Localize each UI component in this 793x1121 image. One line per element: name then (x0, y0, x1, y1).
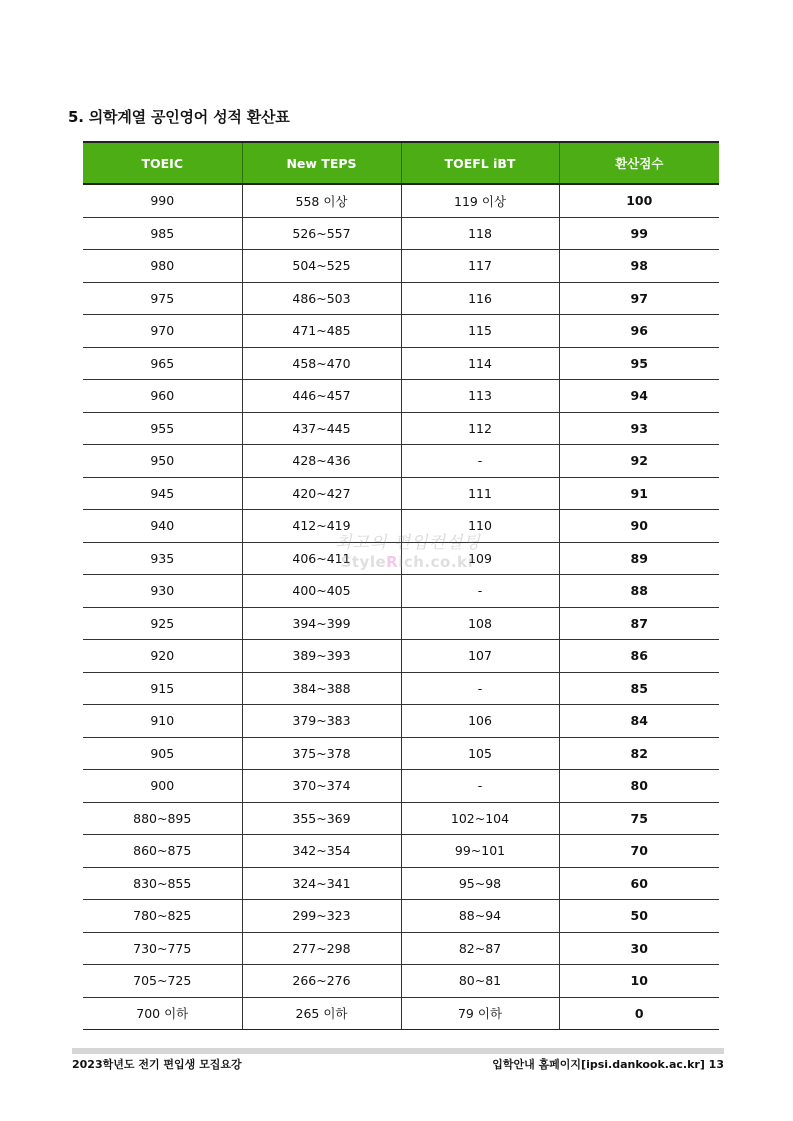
toefl-ibt-cell: - (401, 445, 559, 478)
toeic-cell: 920 (83, 640, 242, 673)
converted-score-cell: 93 (559, 412, 719, 445)
toeic-cell: 900 (83, 770, 242, 803)
table-row (83, 900, 719, 933)
table-body (83, 184, 719, 1030)
converted-score-cell: 86 (559, 640, 719, 673)
table-row (83, 575, 719, 608)
toeic-cell: 860~875 (83, 835, 242, 868)
converted-score-cell: 97 (559, 282, 719, 315)
toefl-ibt-cell: 107 (401, 640, 559, 673)
table-row (83, 835, 719, 868)
table-row (83, 867, 719, 900)
new-teps-cell: 299~323 (242, 900, 401, 933)
toefl-ibt-cell: 115 (401, 315, 559, 348)
converted-score-cell: 80 (559, 770, 719, 803)
toefl-ibt-cell: 111 (401, 477, 559, 510)
new-teps-cell: 458~470 (242, 347, 401, 380)
footer-document-title: 2023학년도 전기 편입생 모집요강 (72, 1058, 242, 1071)
table-row (83, 315, 719, 348)
toefl-ibt-cell: - (401, 672, 559, 705)
table-row (83, 510, 719, 543)
table-row (83, 217, 719, 250)
toeic-cell: 700 이하 (83, 997, 242, 1030)
converted-score-cell: 88 (559, 575, 719, 608)
converted-score-cell: 99 (559, 217, 719, 250)
table-row (83, 705, 719, 738)
toefl-ibt-cell: 110 (401, 510, 559, 543)
toefl-ibt-cell: 95~98 (401, 867, 559, 900)
toefl-ibt-cell: 109 (401, 542, 559, 575)
converted-score-cell: 75 (559, 802, 719, 835)
new-teps-cell: 324~341 (242, 867, 401, 900)
watermark-tagline: 최고의 편입컨설팅 (335, 533, 481, 553)
converted-score-cell: 10 (559, 965, 719, 998)
score-conversion-table (83, 141, 719, 1030)
table-row (83, 932, 719, 965)
toefl-ibt-cell: 80~81 (401, 965, 559, 998)
table-row (83, 542, 719, 575)
toeic-cell: 955 (83, 412, 242, 445)
converted-score-cell: 85 (559, 672, 719, 705)
toeic-cell: 990 (83, 184, 242, 217)
toefl-ibt-cell: 113 (401, 380, 559, 413)
header-toefl-ibt: TOEFL iBT (401, 142, 559, 184)
header-new-teps: New TEPS (242, 142, 401, 184)
toefl-ibt-cell: 79 이하 (401, 997, 559, 1030)
table-row (83, 640, 719, 673)
toefl-ibt-cell: 88~94 (401, 900, 559, 933)
new-teps-cell: 375~378 (242, 737, 401, 770)
toefl-ibt-cell: 105 (401, 737, 559, 770)
header-row (83, 142, 719, 184)
new-teps-cell: 265 이하 (242, 997, 401, 1030)
toeic-cell: 780~825 (83, 900, 242, 933)
converted-score-cell: 82 (559, 737, 719, 770)
toeic-cell: 960 (83, 380, 242, 413)
toeic-cell: 905 (83, 737, 242, 770)
new-teps-cell: 277~298 (242, 932, 401, 965)
table-row (83, 250, 719, 283)
toeic-cell: 940 (83, 510, 242, 543)
toeic-cell: 705~725 (83, 965, 242, 998)
new-teps-cell: 355~369 (242, 802, 401, 835)
header-converted-score: 환산점수 (559, 142, 719, 184)
new-teps-cell: 394~399 (242, 607, 401, 640)
footer-homepage-and-page-number: 입학안내 홈페이지[ipsi.dankook.ac.kr] 13 (492, 1058, 724, 1071)
toeic-cell: 975 (83, 282, 242, 315)
converted-score-cell: 87 (559, 607, 719, 640)
toefl-ibt-cell: 108 (401, 607, 559, 640)
converted-score-cell: 0 (559, 997, 719, 1030)
table-row (83, 445, 719, 478)
converted-score-cell: 70 (559, 835, 719, 868)
new-teps-cell: 446~457 (242, 380, 401, 413)
new-teps-cell: 370~374 (242, 770, 401, 803)
table-row (83, 184, 719, 217)
converted-score-cell: 98 (559, 250, 719, 283)
table-row (83, 672, 719, 705)
toefl-ibt-cell: 112 (401, 412, 559, 445)
table-row (83, 737, 719, 770)
toefl-ibt-cell: 106 (401, 705, 559, 738)
new-teps-cell: 504~525 (242, 250, 401, 283)
toefl-ibt-cell: 114 (401, 347, 559, 380)
toeic-cell: 945 (83, 477, 242, 510)
new-teps-cell: 342~354 (242, 835, 401, 868)
toeic-cell: 970 (83, 315, 242, 348)
toeic-cell: 880~895 (83, 802, 242, 835)
watermark-url-part-2: R (386, 552, 399, 571)
converted-score-cell: 100 (559, 184, 719, 217)
table-row (83, 347, 719, 380)
table-row (83, 282, 719, 315)
new-teps-cell: 384~388 (242, 672, 401, 705)
table-row (83, 412, 719, 445)
table-row (83, 380, 719, 413)
new-teps-cell: 406~411 (242, 542, 401, 575)
toeic-cell: 730~775 (83, 932, 242, 965)
toefl-ibt-cell: 118 (401, 217, 559, 250)
toefl-ibt-cell: - (401, 770, 559, 803)
converted-score-cell: 95 (559, 347, 719, 380)
toeic-cell: 925 (83, 607, 242, 640)
section-title: 5. 의학계열 공인영어 성적 환산표 (68, 108, 290, 126)
toeic-cell: 910 (83, 705, 242, 738)
converted-score-cell: 84 (559, 705, 719, 738)
toefl-ibt-cell: - (401, 575, 559, 608)
table-row (83, 607, 719, 640)
converted-score-cell: 30 (559, 932, 719, 965)
toefl-ibt-cell: 99~101 (401, 835, 559, 868)
toeic-cell: 965 (83, 347, 242, 380)
toeic-cell: 980 (83, 250, 242, 283)
table-row (83, 770, 719, 803)
footer-divider (72, 1048, 724, 1054)
new-teps-cell: 412~419 (242, 510, 401, 543)
toefl-ibt-cell: 117 (401, 250, 559, 283)
converted-score-cell: 89 (559, 542, 719, 575)
watermark-url-part-1: Style (340, 552, 387, 571)
new-teps-cell: 400~405 (242, 575, 401, 608)
converted-score-cell: 94 (559, 380, 719, 413)
toeic-cell: 935 (83, 542, 242, 575)
converted-score-cell: 92 (559, 445, 719, 478)
new-teps-cell: 266~276 (242, 965, 401, 998)
toeic-cell: 950 (83, 445, 242, 478)
toefl-ibt-cell: 82~87 (401, 932, 559, 965)
new-teps-cell: 420~427 (242, 477, 401, 510)
toeic-cell: 915 (83, 672, 242, 705)
converted-score-cell: 91 (559, 477, 719, 510)
toeic-cell: 985 (83, 217, 242, 250)
table-row (83, 802, 719, 835)
table-header (83, 142, 719, 184)
converted-score-cell: 60 (559, 867, 719, 900)
toeic-cell: 830~855 (83, 867, 242, 900)
new-teps-cell: 389~393 (242, 640, 401, 673)
converted-score-cell: 96 (559, 315, 719, 348)
new-teps-cell: 428~436 (242, 445, 401, 478)
new-teps-cell: 379~383 (242, 705, 401, 738)
new-teps-cell: 471~485 (242, 315, 401, 348)
watermark-url-part-3: ich.co.kr (398, 552, 476, 571)
new-teps-cell: 558 이상 (242, 184, 401, 217)
header-toeic: TOEIC (83, 142, 242, 184)
toeic-cell: 930 (83, 575, 242, 608)
new-teps-cell: 437~445 (242, 412, 401, 445)
table-row (83, 997, 719, 1030)
table-row (83, 965, 719, 998)
new-teps-cell: 526~557 (242, 217, 401, 250)
toefl-ibt-cell: 102~104 (401, 802, 559, 835)
table-row (83, 477, 719, 510)
converted-score-cell: 90 (559, 510, 719, 543)
converted-score-cell: 50 (559, 900, 719, 933)
toefl-ibt-cell: 116 (401, 282, 559, 315)
new-teps-cell: 486~503 (242, 282, 401, 315)
toefl-ibt-cell: 119 이상 (401, 184, 559, 217)
